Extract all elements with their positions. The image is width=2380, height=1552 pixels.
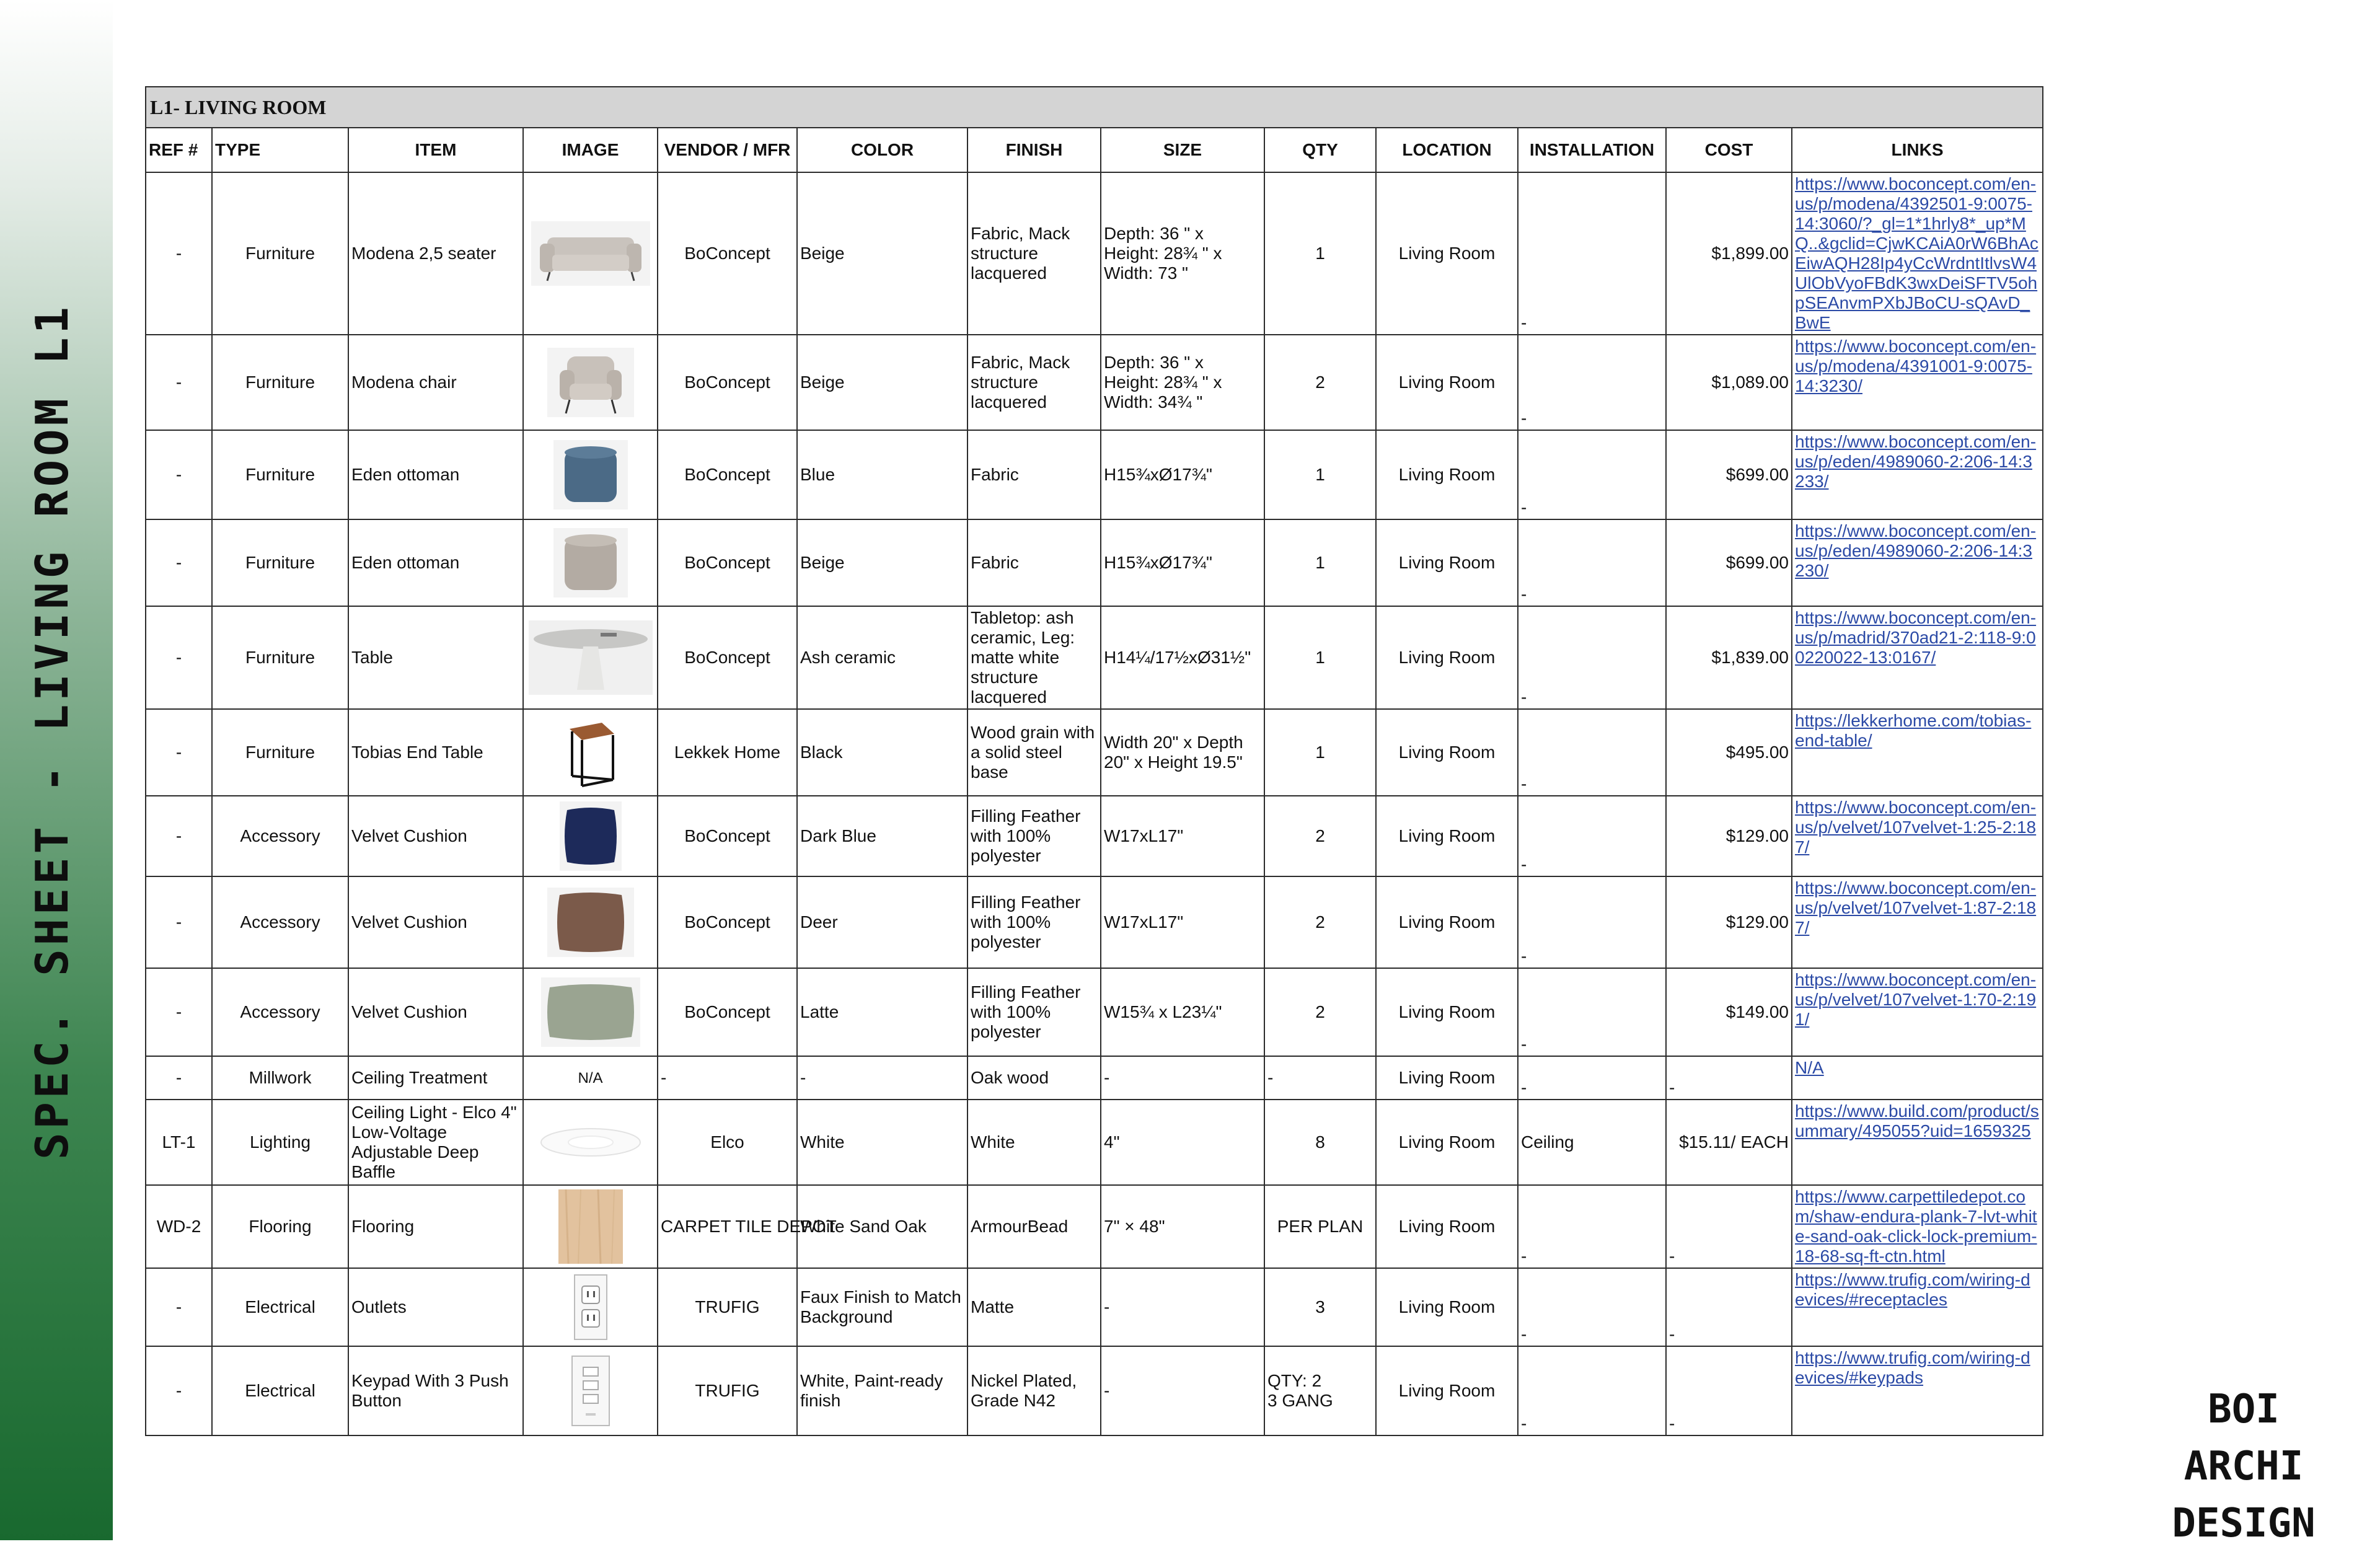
link-cell xyxy=(1792,1346,2043,1435)
size-cell: - xyxy=(1101,1056,1264,1100)
color-cell: Deer xyxy=(797,876,967,968)
color-cell: Beige xyxy=(797,172,967,335)
qty-cell: 2 xyxy=(1264,335,1376,430)
color-cell: Ash ceramic xyxy=(797,606,967,709)
link-cell xyxy=(1792,172,2043,335)
finish-cell: ArmourBead xyxy=(967,1185,1101,1268)
finish-cell: Fabric xyxy=(967,430,1101,519)
table-row xyxy=(146,1185,2043,1268)
header-item: ITEM xyxy=(348,128,523,172)
qty-cell: QTY: 2 3 GANG xyxy=(1264,1346,1376,1435)
link-cell xyxy=(1792,1100,2043,1185)
image-cell xyxy=(523,709,658,796)
type-cell: Accessory xyxy=(212,876,348,968)
vendor-cell: Lekkek Home xyxy=(658,709,797,796)
qty-cell: 1 xyxy=(1264,606,1376,709)
product-link[interactable]: N/A xyxy=(1795,1058,1824,1077)
location-cell: Living Room xyxy=(1376,335,1518,430)
finish-cell: Tabletop: ash ceramic, Leg: matte white structure lacquered xyxy=(967,606,1101,709)
item-cell: Ceiling Treatment xyxy=(348,1056,523,1100)
location-cell: Living Room xyxy=(1376,1056,1518,1100)
finish-cell: Fabric, Mack structure lacquered xyxy=(967,335,1101,430)
finish-cell: White xyxy=(967,1100,1101,1185)
item-cell: Ceiling Light - Elco 4" Low-Voltage Adjustable Deep Baffle xyxy=(348,1100,523,1185)
qty-cell: 3 xyxy=(1264,1268,1376,1346)
header-links: LINKS xyxy=(1792,128,2043,172)
color-cell: White xyxy=(797,1100,967,1185)
location-cell: Living Room xyxy=(1376,876,1518,968)
item-cell: Velvet Cushion xyxy=(348,796,523,876)
cost-cell: - xyxy=(1666,1056,1792,1100)
image-cell xyxy=(523,1100,658,1185)
vendor-cell: - xyxy=(658,1056,797,1100)
item-cell: Outlets xyxy=(348,1268,523,1346)
type-cell: Furniture xyxy=(212,172,348,335)
item-cell: Keypad With 3 Push Button xyxy=(348,1346,523,1435)
header-location: LOCATION xyxy=(1376,128,1518,172)
installation-cell: - xyxy=(1518,876,1666,968)
size-cell: 7" × 48" xyxy=(1101,1185,1264,1268)
vendor-cell: Elco xyxy=(658,1100,797,1185)
header-image: IMAGE xyxy=(523,128,658,172)
image-cell xyxy=(523,876,658,968)
brand-line-1: BOI ARCHI xyxy=(2184,1387,2304,1489)
cost-cell: $1,899.00 xyxy=(1666,172,1792,335)
cushion-brown-icon xyxy=(526,885,654,959)
location-cell: Living Room xyxy=(1376,1346,1518,1435)
size-cell: W15¾ x L23¼" xyxy=(1101,968,1264,1056)
product-link[interactable]: https://www.boconcept.com/en-us/p/velvet/107velvet-1:70-2:191/ xyxy=(1795,970,2037,1029)
qty-cell: 1 xyxy=(1264,172,1376,335)
table-row xyxy=(146,1268,2043,1346)
sheet-title: SPEC. SHEET - LIVING ROOM L1 xyxy=(26,303,78,1160)
installation-cell: Ceiling xyxy=(1518,1100,1666,1185)
installation-cell: - xyxy=(1518,1056,1666,1100)
item-cell: Modena chair xyxy=(348,335,523,430)
cushion-navy-icon xyxy=(526,799,654,873)
table-row xyxy=(146,519,2043,606)
ottoman-blue-icon xyxy=(526,438,654,512)
color-cell: Black xyxy=(797,709,967,796)
sofa-icon xyxy=(526,216,654,291)
product-link[interactable]: https://www.boconcept.com/en-us/p/velvet/107velvet-1:87-2:187/ xyxy=(1795,878,2037,937)
color-cell: White, Paint-ready finish xyxy=(797,1346,967,1435)
header-ref: REF # xyxy=(146,128,212,172)
link-cell xyxy=(1792,968,2043,1056)
size-cell: Depth: 36 " x Height: 28¾ " x Width: 34¾ " xyxy=(1101,335,1264,430)
location-cell: Living Room xyxy=(1376,796,1518,876)
location-cell: Living Room xyxy=(1376,1100,1518,1185)
qty-cell: 2 xyxy=(1264,796,1376,876)
product-link[interactable]: https://www.boconcept.com/en-us/p/modena/4392501-9:0075-14:3060/?_gl=1*1hrly8*_up*MQ..&gclid=CjwKCAiA0rW6BhAcEiwAQH28Ip4yCcWrdntItlvsW4UlObVyoFBdK3wxDeiSFTV5ohpSEAnvmPXbJBoCU-sQAvD_BwE xyxy=(1795,174,2038,332)
armchair-icon xyxy=(526,345,654,420)
qty-cell: 1 xyxy=(1264,519,1376,606)
type-cell: Furniture xyxy=(212,709,348,796)
image-cell xyxy=(523,430,658,519)
item-cell: Eden ottoman xyxy=(348,430,523,519)
product-link[interactable]: https://www.trufig.com/wiring-devices/#receptacles xyxy=(1795,1270,2030,1309)
finish-cell: Fabric, Mack structure lacquered xyxy=(967,172,1101,335)
table-row xyxy=(146,606,2043,709)
location-cell: Living Room xyxy=(1376,1185,1518,1268)
link-cell xyxy=(1792,430,2043,519)
cost-cell: $495.00 xyxy=(1666,709,1792,796)
finish-cell: Fabric xyxy=(967,519,1101,606)
header-cost: COST xyxy=(1666,128,1792,172)
header-type: TYPE xyxy=(212,128,348,172)
ottoman-beige-icon xyxy=(526,526,654,600)
vendor-cell: BoConcept xyxy=(658,876,797,968)
vendor-cell: BoConcept xyxy=(658,519,797,606)
ref-cell: - xyxy=(146,1268,212,1346)
header-finish: FINISH xyxy=(967,128,1101,172)
location-cell: Living Room xyxy=(1376,709,1518,796)
cushion-sage-icon xyxy=(526,975,654,1049)
image-cell xyxy=(523,1268,658,1346)
cost-cell: $1,089.00 xyxy=(1666,335,1792,430)
image-cell xyxy=(523,968,658,1056)
ref-cell: - xyxy=(146,172,212,335)
location-cell: Living Room xyxy=(1376,172,1518,335)
vendor-cell: CARPET TILE DEPOT xyxy=(658,1185,797,1268)
size-cell: - xyxy=(1101,1268,1264,1346)
header-installation: INSTALLATION xyxy=(1518,128,1666,172)
finish-cell: Filling Feather with 100% polyester xyxy=(967,968,1101,1056)
installation-cell: - xyxy=(1518,968,1666,1056)
cost-cell: - xyxy=(1666,1268,1792,1346)
type-cell: Furniture xyxy=(212,335,348,430)
header-vendor: VENDOR / MFR xyxy=(658,128,797,172)
table-row xyxy=(146,172,2043,335)
installation-cell: - xyxy=(1518,1268,1666,1346)
size-cell: - xyxy=(1101,1346,1264,1435)
vendor-cell: BoConcept xyxy=(658,796,797,876)
link-cell xyxy=(1792,1268,2043,1346)
finish-cell: Nickel Plated, Grade N42 xyxy=(967,1346,1101,1435)
vendor-cell: BoConcept xyxy=(658,606,797,709)
type-cell: Furniture xyxy=(212,606,348,709)
sidebar-band xyxy=(0,0,113,1540)
finish-cell: Filling Feather with 100% polyester xyxy=(967,796,1101,876)
finish-cell: Wood grain with a solid steel base xyxy=(967,709,1101,796)
location-cell: Living Room xyxy=(1376,1268,1518,1346)
qty-cell: PER PLAN xyxy=(1264,1185,1376,1268)
product-link[interactable]: https://www.boconcept.com/en-us/p/eden/4989060-2:206-14:3230/ xyxy=(1795,521,2037,580)
location-cell: Living Room xyxy=(1376,519,1518,606)
ref-cell: - xyxy=(146,430,212,519)
cost-cell: $1,839.00 xyxy=(1666,606,1792,709)
finish-cell: Oak wood xyxy=(967,1056,1101,1100)
item-cell: Flooring xyxy=(348,1185,523,1268)
size-cell: H14¼/17½xØ31½" xyxy=(1101,606,1264,709)
image-cell xyxy=(523,606,658,709)
table-row xyxy=(146,1056,2043,1100)
finish-cell: Matte xyxy=(967,1268,1101,1346)
table-row xyxy=(146,876,2043,968)
ceiling-light-icon xyxy=(526,1105,654,1179)
product-link[interactable]: https://www.boconcept.com/en-us/p/eden/4989060-2:206-14:3233/ xyxy=(1795,432,2037,491)
image-cell xyxy=(523,172,658,335)
qty-cell: 2 xyxy=(1264,968,1376,1056)
size-cell: 4" xyxy=(1101,1100,1264,1185)
image-cell xyxy=(523,1346,658,1435)
color-cell: Beige xyxy=(797,335,967,430)
vendor-cell: BoConcept xyxy=(658,430,797,519)
installation-cell: - xyxy=(1518,430,1666,519)
ref-cell: - xyxy=(146,709,212,796)
ref-cell: - xyxy=(146,876,212,968)
product-link[interactable]: https://www.carpettiledepot.com/shaw-endura-plank-7-lvt-white-sand-oak-click-lock-premium-18-68-sq-ft-ctn.html xyxy=(1795,1187,2037,1266)
type-cell: Electrical xyxy=(212,1268,348,1346)
link-cell xyxy=(1792,1185,2043,1268)
color-cell: Dark Blue xyxy=(797,796,967,876)
wood-plank-icon xyxy=(526,1189,654,1264)
item-cell: Table xyxy=(348,606,523,709)
size-cell: H15¾xØ17¾" xyxy=(1101,519,1264,606)
table-row xyxy=(146,709,2043,796)
ref-cell: - xyxy=(146,796,212,876)
installation-cell: - xyxy=(1518,519,1666,606)
type-cell: Flooring xyxy=(212,1185,348,1268)
link-cell xyxy=(1792,519,2043,606)
table-row xyxy=(146,335,2043,430)
image-cell xyxy=(523,796,658,876)
outlet-icon xyxy=(526,1270,654,1344)
size-cell: H15¾xØ17¾" xyxy=(1101,430,1264,519)
installation-cell: - xyxy=(1518,606,1666,709)
end-table-icon xyxy=(526,715,654,790)
keypad-icon xyxy=(526,1354,654,1428)
brand-logo xyxy=(2138,1381,2349,1552)
image-placeholder: N/A xyxy=(578,1070,603,1087)
cost-cell: $699.00 xyxy=(1666,430,1792,519)
item-cell: Modena 2,5 seater xyxy=(348,172,523,335)
color-cell: Blue xyxy=(797,430,967,519)
link-cell xyxy=(1792,1056,2043,1100)
header-size: SIZE xyxy=(1101,128,1264,172)
ref-cell: - xyxy=(146,606,212,709)
qty-cell: 2 xyxy=(1264,876,1376,968)
installation-cell: - xyxy=(1518,1185,1666,1268)
cost-cell: - xyxy=(1666,1346,1792,1435)
brand-line-2: DESIGN xyxy=(2172,1501,2316,1546)
cost-cell: $149.00 xyxy=(1666,968,1792,1056)
header-qty: QTY xyxy=(1264,128,1376,172)
color-cell: Latte xyxy=(797,968,967,1056)
type-cell: Accessory xyxy=(212,968,348,1056)
table-row xyxy=(146,430,2043,519)
type-cell: Electrical xyxy=(212,1346,348,1435)
item-cell: Velvet Cushion xyxy=(348,876,523,968)
finish-cell: Filling Feather with 100% polyester xyxy=(967,876,1101,968)
vendor-cell: BoConcept xyxy=(658,968,797,1056)
location-cell: Living Room xyxy=(1376,606,1518,709)
table-row xyxy=(146,796,2043,876)
location-cell: Living Room xyxy=(1376,430,1518,519)
item-cell: Velvet Cushion xyxy=(348,968,523,1056)
type-cell: Accessory xyxy=(212,796,348,876)
ref-cell: LT-1 xyxy=(146,1100,212,1185)
table-icon xyxy=(526,620,654,695)
color-cell: Faux Finish to Match Background xyxy=(797,1268,967,1346)
product-link[interactable]: https://www.build.com/product/summary/495055?uid=1659325 xyxy=(1795,1101,2039,1140)
image-cell xyxy=(523,1185,658,1268)
image-cell xyxy=(523,335,658,430)
type-cell: Furniture xyxy=(212,519,348,606)
type-cell: Millwork xyxy=(212,1056,348,1100)
ref-cell: - xyxy=(146,335,212,430)
size-cell: Width 20" x Depth 20" x Height 19.5" xyxy=(1101,709,1264,796)
image-cell xyxy=(523,519,658,606)
color-cell: - xyxy=(797,1056,967,1100)
vendor-cell: BoConcept xyxy=(658,172,797,335)
cost-cell: $699.00 xyxy=(1666,519,1792,606)
qty-cell: 8 xyxy=(1264,1100,1376,1185)
link-cell xyxy=(1792,709,2043,796)
cost-cell: - xyxy=(1666,1185,1792,1268)
ref-cell: - xyxy=(146,519,212,606)
qty-cell: 1 xyxy=(1264,430,1376,519)
type-cell: Furniture xyxy=(212,430,348,519)
color-cell: Beige xyxy=(797,519,967,606)
link-cell xyxy=(1792,876,2043,968)
product-link[interactable]: https://www.boconcept.com/en-us/p/velvet/107velvet-1:25-2:187/ xyxy=(1795,798,2037,857)
item-cell: Eden ottoman xyxy=(348,519,523,606)
location-cell: Living Room xyxy=(1376,968,1518,1056)
ref-cell: - xyxy=(146,968,212,1056)
cost-cell: $129.00 xyxy=(1666,796,1792,876)
link-cell xyxy=(1792,335,2043,430)
link-cell xyxy=(1792,796,2043,876)
size-cell: W17xL17" xyxy=(1101,876,1264,968)
item-cell: Tobias End Table xyxy=(348,709,523,796)
vendor-cell: TRUFIG xyxy=(658,1346,797,1435)
table-row xyxy=(146,968,2043,1056)
installation-cell: - xyxy=(1518,172,1666,335)
ref-cell: - xyxy=(146,1056,212,1100)
qty-cell: - xyxy=(1264,1056,1376,1100)
vendor-cell: BoConcept xyxy=(658,335,797,430)
table-row xyxy=(146,1346,2043,1435)
cost-cell: $129.00 xyxy=(1666,876,1792,968)
installation-cell: - xyxy=(1518,1346,1666,1435)
image-cell xyxy=(523,1056,658,1100)
installation-cell: - xyxy=(1518,709,1666,796)
product-link[interactable]: https://www.boconcept.com/en-us/p/modena/4391001-9:0075-14:3230/ xyxy=(1795,337,2037,395)
installation-cell: - xyxy=(1518,796,1666,876)
spec-table xyxy=(145,86,2043,1436)
header-color: COLOR xyxy=(797,128,967,172)
size-cell: Depth: 36 " x Height: 28¾ " x Width: 73 " xyxy=(1101,172,1264,335)
installation-cell: - xyxy=(1518,335,1666,430)
product-link[interactable]: https://www.boconcept.com/en-us/p/madrid/370ad21-2:118-9:00220022-13:0167/ xyxy=(1795,608,2037,667)
cost-cell: $15.11/ EACH xyxy=(1666,1100,1792,1185)
ref-cell: - xyxy=(146,1346,212,1435)
product-link[interactable]: https://lekkerhome.com/tobias-end-table/ xyxy=(1795,711,2032,750)
link-cell xyxy=(1792,606,2043,709)
size-cell: W17xL17" xyxy=(1101,796,1264,876)
qty-cell: 1 xyxy=(1264,709,1376,796)
table-row xyxy=(146,1100,2043,1185)
ref-cell: WD-2 xyxy=(146,1185,212,1268)
vendor-cell: TRUFIG xyxy=(658,1268,797,1346)
color-cell: White Sand Oak xyxy=(797,1185,967,1268)
type-cell: Lighting xyxy=(212,1100,348,1185)
section-title: L1- LIVING ROOM xyxy=(146,87,2043,128)
product-link[interactable]: https://www.trufig.com/wiring-devices/#keypads xyxy=(1795,1348,2030,1387)
